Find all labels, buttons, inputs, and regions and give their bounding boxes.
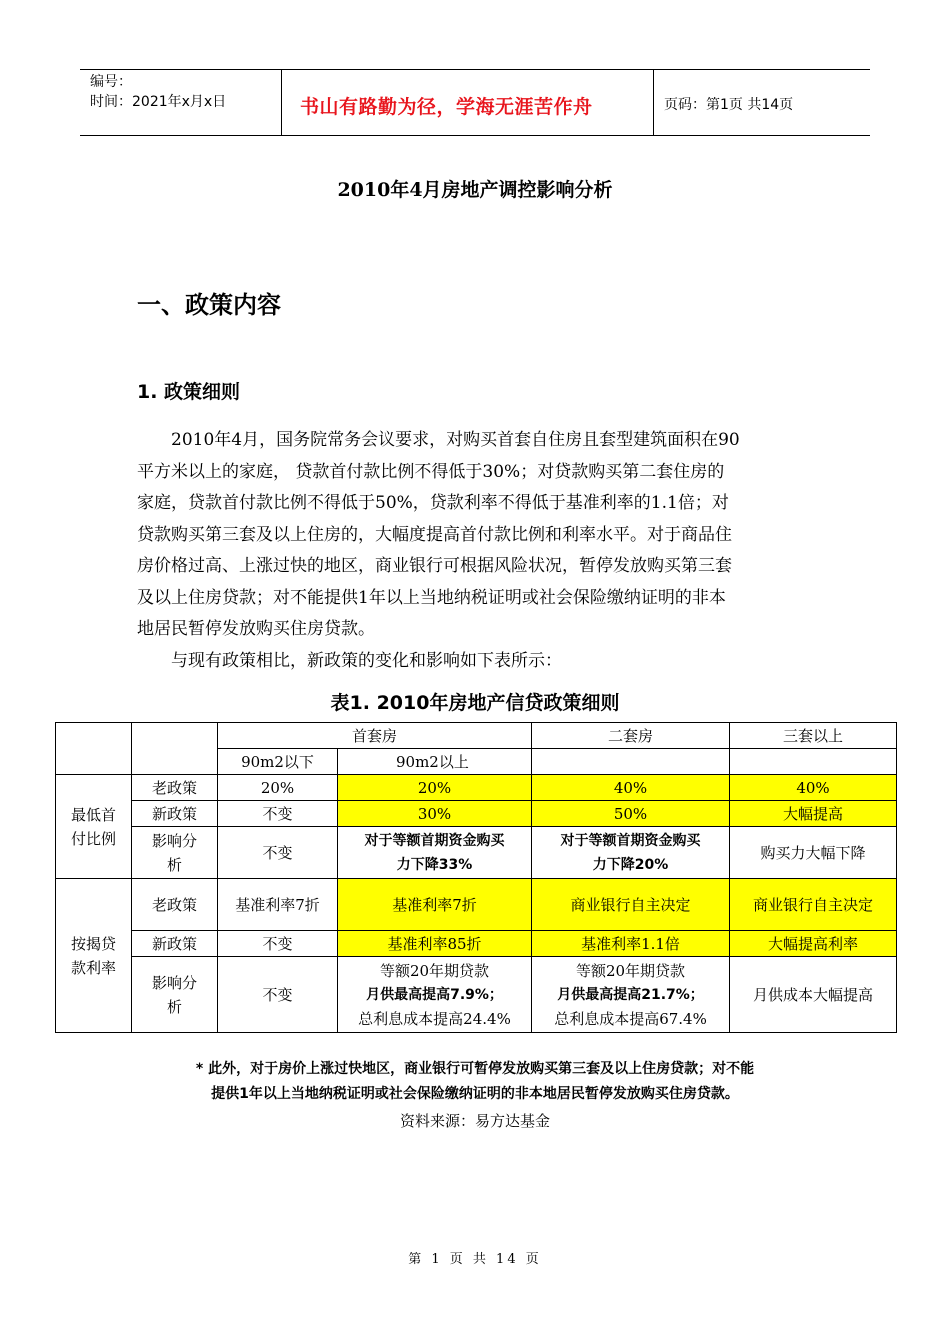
table-cell: 50% [532, 801, 730, 827]
header-page-info: 页码：第1页 共14页 [664, 97, 794, 113]
cell-line: 总利息成本提高67.4% [554, 1009, 707, 1028]
table-cell: 不变 [218, 801, 338, 827]
cell-line: 月供最高提高7.9%； [366, 986, 503, 1003]
row-label-old-policy: 老政策 [132, 775, 218, 801]
paragraph-line: 2010年4月，国务院常务会议要求，对购买首套自住房且套型建筑面积在90 [171, 430, 740, 450]
table-cell [532, 957, 730, 1033]
section-heading: 一、政策内容 [137, 291, 281, 319]
table-cell: 购买力大幅下降 [730, 827, 897, 879]
table-cell: 大幅提高利率 [730, 931, 897, 957]
table-corner-cell [56, 723, 132, 775]
header-time-label: 时间：2021年x月x日 [90, 94, 227, 110]
col-header-first-home: 首套房 [218, 723, 532, 749]
header-divider-2 [653, 69, 654, 135]
table-cell: 大幅提高 [730, 801, 897, 827]
table-cell: 20% [218, 775, 338, 801]
paragraph-line: 房价格过高、上涨过快的地区，商业银行可根据风险状况，暂停发放购买第三套 [137, 556, 732, 576]
header-motto: 书山有路勤为径，学海无涯苦作舟 [300, 96, 593, 118]
table-cell: 基准利率7折 [218, 879, 338, 931]
col-header-third-home: 三套以上 [730, 723, 897, 749]
table-empty-cell [532, 749, 730, 775]
paragraph-line: 与现有政策相比，新政策的变化和影响如下表所示： [171, 650, 562, 671]
table-cell: 对于等额首期资金购买力下降20% [532, 827, 730, 879]
header-number-label: 编号： [90, 74, 132, 90]
cell-line: 月供最高提高21.7%； [557, 986, 704, 1003]
row-label-new-policy: 新政策 [132, 931, 218, 957]
document-title: 2010年4月房地产调控影响分析 [337, 179, 613, 201]
table-cell: 30% [338, 801, 532, 827]
row-label-impact: 影响分析 [132, 827, 218, 879]
policy-table [55, 722, 897, 1033]
cell-line: 总利息成本提高24.4% [358, 1009, 511, 1028]
row-label-impact: 影响分析 [132, 957, 218, 1033]
paragraph-line: 家庭，贷款首付款比例不得低于50%，贷款利率不得低于基准利率的1.1倍；对 [137, 493, 729, 513]
table-cell: 40% [532, 775, 730, 801]
row-label-new-policy: 新政策 [132, 801, 218, 827]
table-cell: 商业银行自主决定 [730, 879, 897, 931]
subheader-above-90: 90m2以上 [338, 749, 532, 775]
table-cell: 对于等额首期资金购买力下降33% [338, 827, 532, 879]
subsection-heading: 1. 政策细则 [137, 381, 241, 403]
table-corner-cell [132, 723, 218, 775]
group-down-payment: 最低首付比例 [56, 775, 132, 879]
table-cell: 不变 [218, 827, 338, 879]
paragraph-line: 及以上住房贷款；对不能提供1年以上当地纳税证明或社会保险缴纳证明的非本 [137, 587, 726, 608]
table-cell: 月供成本大幅提高 [730, 957, 897, 1033]
cell-line: 等额20年期贷款 [379, 961, 490, 980]
cell-line: 等额20年期贷款 [575, 961, 686, 980]
table-cell: 不变 [218, 957, 338, 1033]
table-cell [338, 957, 532, 1033]
header-bottom-rule [80, 135, 870, 136]
paragraph-line: 贷款购买第三套及以上住房的，大幅度提高首付款比例和利率水平。对于商品住 [137, 524, 732, 545]
table-cell: 不变 [218, 931, 338, 957]
source-note: 资料来源：易方达基金 [399, 1112, 550, 1130]
paragraph-line: 地居民暂停发放购买住房贷款。 [137, 619, 375, 639]
table-note [0, 1057, 950, 1107]
table-cell: 40% [730, 775, 897, 801]
table-cell: 基准利率1.1倍 [532, 931, 730, 957]
paragraph-line: 平方米以上的家庭， 贷款首付款比例不得低于30%；对贷款购买第二套住房的 [137, 461, 725, 482]
policy-paragraph [137, 425, 817, 677]
header-divider-1 [281, 69, 282, 135]
table-cell: 基准利率7折 [338, 879, 532, 931]
table-cell: 基准利率85折 [338, 931, 532, 957]
row-label-old-policy: 老政策 [132, 879, 218, 931]
subheader-below-90: 90m2以下 [218, 749, 338, 775]
note-line: 提供1年以上当地纳税证明或社会保险缴纳证明的非本地居民暂停发放购买住房贷款。 [211, 1086, 739, 1102]
col-header-second-home: 二套房 [532, 723, 730, 749]
table-cell: 20% [338, 775, 532, 801]
table-empty-cell [730, 749, 897, 775]
group-mortgage-rate: 按揭贷款利率 [56, 879, 132, 1033]
table-cell: 商业银行自主决定 [532, 879, 730, 931]
header-top-rule [80, 69, 870, 70]
note-line: * 此外，对于房价上涨过快地区，商业银行可暂停发放购买第三套及以上住房贷款；对不能 [195, 1061, 755, 1077]
table-caption: 表1. 2010年房地产信贷政策细则 [330, 692, 620, 714]
page-footer: 第 1 页 共 14 页 [408, 1252, 542, 1267]
